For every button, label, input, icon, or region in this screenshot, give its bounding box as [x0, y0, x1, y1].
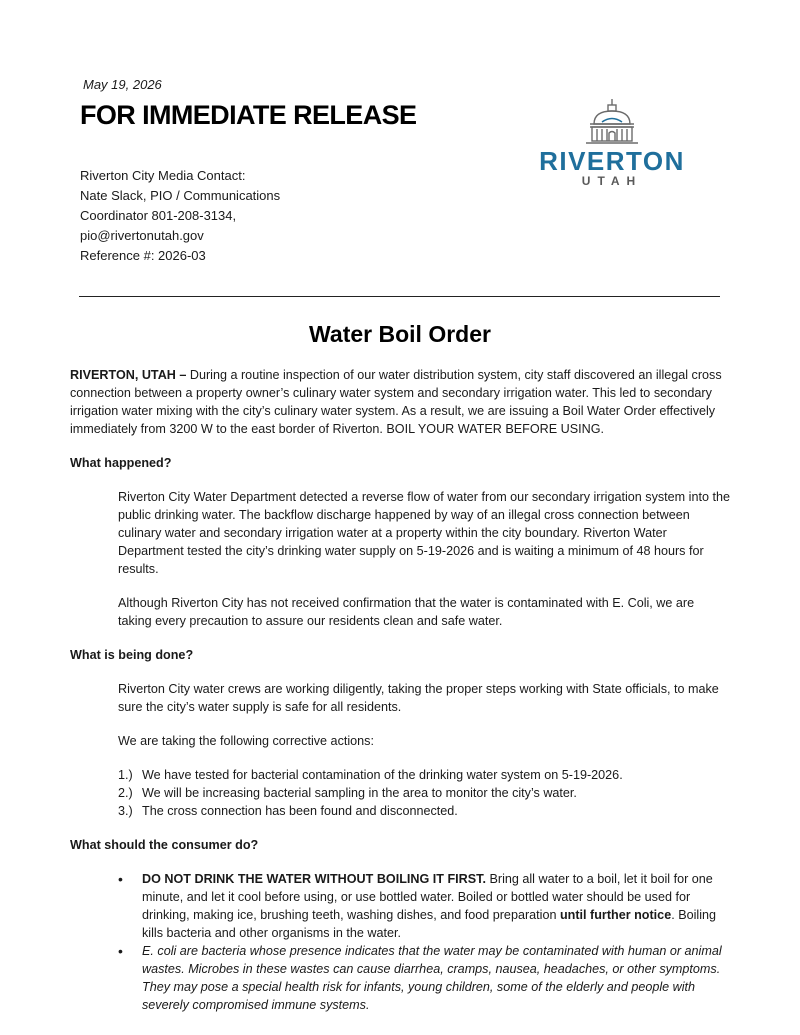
list-item — [118, 870, 730, 942]
riverton-logo — [532, 98, 692, 190]
list-item — [118, 802, 730, 820]
corrective-actions-list — [118, 766, 730, 820]
reference-number: Reference #: 2026-03 — [80, 248, 206, 263]
city-hall-dome-icon — [582, 98, 642, 148]
release-body — [70, 366, 730, 1014]
list-item-text — [142, 870, 730, 942]
logo-state: UTAH — [581, 174, 643, 188]
list-item — [118, 942, 730, 1014]
list-item-text: E. coli are bacteria whose presence indicates that the water may be contaminated with human or animal wastes. Microbes in these wastes can cause diarrhea, cramps, nausea, headaches, or other symptoms. They may pose a special health risk for infants, young children, some of the elderly and people with severely compromised immune systems. — [142, 944, 722, 1012]
contact-email: pio@rivertonutah.gov — [80, 228, 204, 243]
intro-text: During a routine inspection of our water distribution system, city staff discovered an illegal cross connection between a property owner’s culinary water system and secondary irrigation water. This led to secondary irrigation water mixing with the city’s culinary water system. As a result, we are issuing a Boil Water Order effectively immediately from 3200 W to the east border of Riverton. BOIL YOUR WATER BEFORE USING. — [70, 368, 722, 436]
paragraph: Riverton City Water Department detected a reverse flow of water from our secondary irrigation system into the public drinking water. The backflow discharge happened by way of an illegal cross connection between culinary water and secondary irrigation water at a property within the city boundary. Riverton Water Department tested the city’s drinking water supply on 5-19-2026 and is waiting a minimum of 48 hours for results. — [118, 490, 730, 576]
section-heading-what-is-being-done: What is being done? — [70, 648, 194, 662]
release-heading: FOR IMMEDIATE RELEASE — [80, 100, 417, 130]
dateline: RIVERTON, UTAH – — [70, 368, 187, 382]
section-heading-what-happened: What happened? — [70, 456, 172, 470]
logo-wordmark: RIVERTON — [539, 146, 685, 176]
instruction-text: . Boiling kills bacteria and other organisms in the water. — [142, 908, 717, 940]
bullet-icon: • — [118, 943, 123, 959]
paragraph: Although Riverton City has not received confirmation that the water is contaminated with E. Coli, we are taking every precaution to assure our residents clean and safe water. — [118, 596, 695, 628]
header-divider — [79, 296, 720, 297]
intro-paragraph — [70, 366, 730, 438]
emphasis-text: until further notice — [559, 908, 672, 922]
paragraph: Riverton City water crews are working diligently, taking the proper steps working with State officials, to make sure the city’s water supply is safe for all residents. — [118, 682, 719, 714]
list-item — [118, 784, 730, 802]
document-title: Water Boil Order — [309, 321, 491, 347]
list-number: 2.) — [118, 786, 133, 800]
contact-line: Coordinator 801-208-3134, — [80, 208, 237, 223]
consumer-instructions-list — [118, 870, 730, 1014]
paragraph: We are taking the following corrective actions: — [118, 734, 374, 748]
media-contact-block — [80, 166, 280, 266]
list-item-text: We will be increasing bacterial sampling in the area to monitor the city’s water. — [142, 786, 577, 800]
bullet-icon: • — [118, 871, 123, 887]
list-item — [118, 766, 730, 784]
release-date: May 19, 2026 — [83, 77, 162, 92]
contact-line: Nate Slack, PIO / Communications — [80, 188, 281, 203]
list-number: 3.) — [118, 804, 133, 818]
warning-text: DO NOT DRINK THE WATER WITHOUT BOILING IT FIRST. — [142, 872, 486, 886]
list-item-text: The cross connection has been found and disconnected. — [142, 804, 458, 818]
list-number: 1.) — [118, 768, 133, 782]
list-item-text: We have tested for bacterial contamination of the drinking water system on 5-19-2026. — [142, 768, 623, 782]
contact-line: Riverton City Media Contact: — [80, 168, 246, 183]
section-heading-consumer: What should the consumer do? — [70, 838, 259, 852]
instruction-text: Bring all water to a boil, let it boil for one minute, and let it cool before using, or use bottled water. Boiled or bottled water should be used for drinking, making ice, brushing teeth, washing dishes, and food preparation — [142, 872, 713, 922]
